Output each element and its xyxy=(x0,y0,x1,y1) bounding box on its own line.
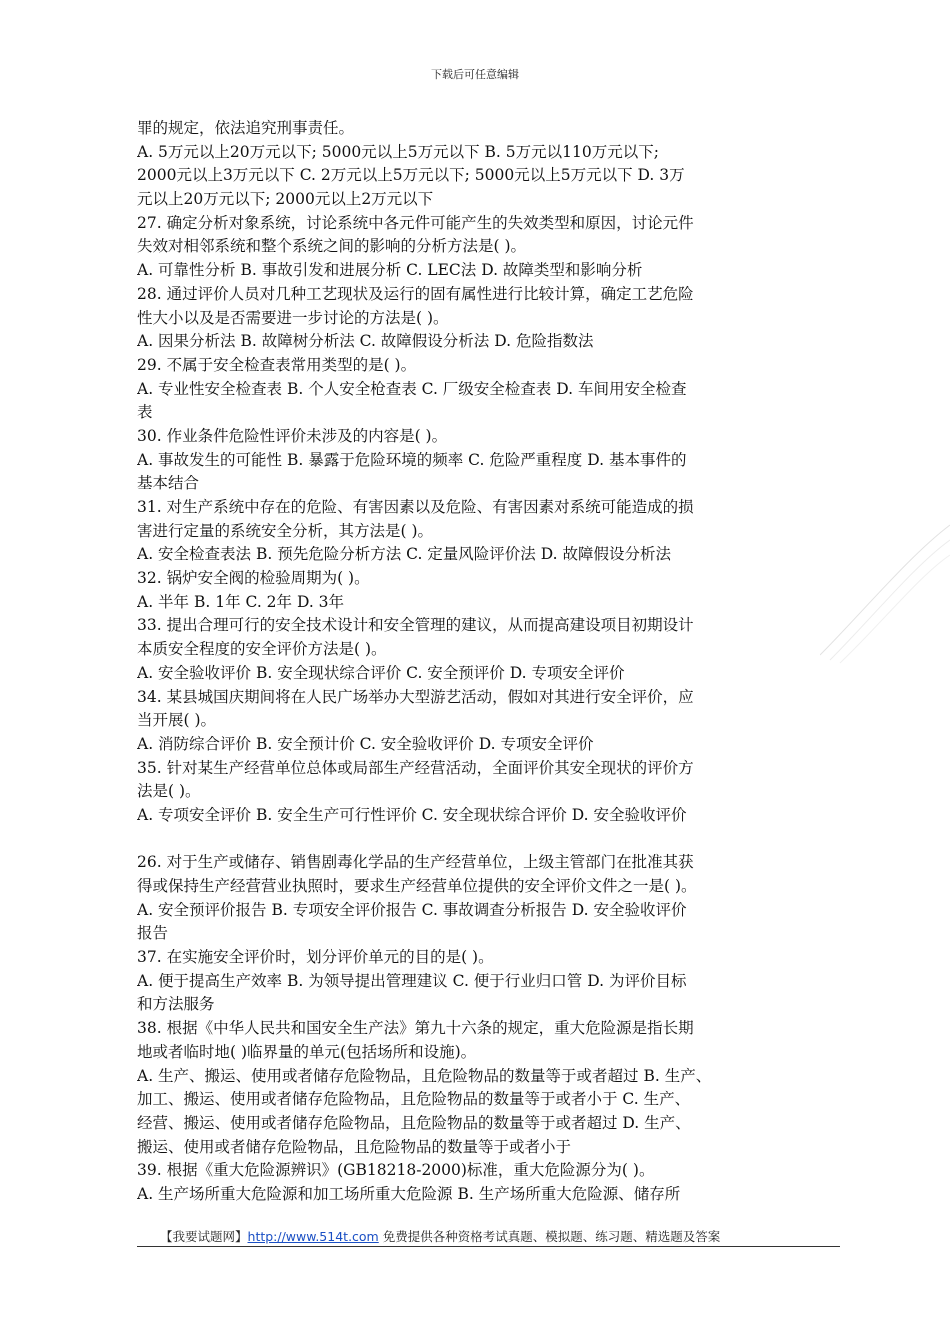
text-line: 元以上20万元以下; 2000元以上2万元以下 xyxy=(137,190,434,209)
text-line: 29. 不属于安全检查表常用类型的是( )。 xyxy=(137,355,417,374)
text-line: 性大小以及是否需要进一步讨论的方法是( )。 xyxy=(137,308,449,327)
text-line: 35. 针对某生产经营单位总体或局部生产经营活动，全面评价其安全现状的评价方 xyxy=(137,758,694,777)
text-line: 34. 某县城国庆期间将在人民广场举办大型游艺活动，假如对其进行安全评价，应 xyxy=(137,687,694,706)
footer-suffix: 免费提供各种资格考试真题、模拟题、练习题、精选题及答案 xyxy=(378,1229,721,1244)
text-line: A. 生产、搬运、使用或者储存危险物品，且危险物品的数量等于或者超过 B. 生产、 xyxy=(137,1066,712,1085)
text-line: 法是( )。 xyxy=(137,782,201,801)
text-line: A. 5万元以上20万元以下; 5000元以上5万元以下 B. 5万元以110万元以下; xyxy=(137,142,659,161)
text-line: 30. 作业条件危险性评价未涉及的内容是( )。 xyxy=(137,426,448,445)
text-line: 38. 根据《中华人民共和国安全生产法》第九十六条的规定，重大危险源是指长期 xyxy=(137,1019,694,1038)
text-line: 32. 锅炉安全阀的检验周期为( )。 xyxy=(137,569,370,588)
text-line: 26. 对于生产或储存、销售剧毒化学品的生产经营单位，上级主管部门在批准其获 xyxy=(137,853,694,872)
text-line: 和方法服务 xyxy=(137,995,215,1014)
text-line: 37. 在实施安全评价时，划分评价单元的目的是( )。 xyxy=(137,948,494,967)
text-line: A. 因果分析法 B. 故障树分析法 C. 故障假设分析法 D. 危险指数法 xyxy=(137,332,594,351)
text-line: 当开展( )。 xyxy=(137,711,217,730)
text-line: 31. 对生产系统中存在的危险、有害因素以及危险、有害因素对系统可能造成的损 xyxy=(137,498,694,516)
text-line: A. 安全验收评价 B. 安全现状综合评价 C. 安全预评价 D. 专项安全评价 xyxy=(137,663,625,682)
text-line: 罪的规定，依法追究刑事责任。 xyxy=(137,119,355,137)
text-line: 得或保持生产经营营业执照时，要求生产经营单位提供的安全评价文件之一是( )。 xyxy=(137,877,697,895)
text-line: 2000元以上3万元以下 C. 2万元以上5万元以下; 5000元以上5万元以下 D. 3万 xyxy=(137,166,685,185)
text-line: A. 半年 B. 1年 C. 2年 D. 3年 xyxy=(137,592,345,611)
page-header: 下载后可任意编辑 xyxy=(431,68,519,81)
footer-rule xyxy=(137,1246,840,1247)
text-line: 地或者临时地( )临界量的单元(包括场所和设施)。 xyxy=(137,1042,477,1061)
text-line: A. 安全检查表法 B. 预先危险分析方法 C. 定量风险评价法 D. 故障假设分析法 xyxy=(137,545,671,564)
text-line: A. 安全预评价报告 B. 专项安全评价报告 C. 事故调查分析报告 D. 安全验收评价 xyxy=(137,900,687,919)
text-line: A. 可靠性分析 B. 事故引发和进展分析 C. LEC法 D. 故障类型和影响分析 xyxy=(137,261,643,280)
blank-line xyxy=(137,828,842,852)
text-line: 基本结合 xyxy=(137,474,200,493)
text-line: 39. 根据《重大危险源辨识》(GB18218-2000)标准，重大危险源分为( )。 xyxy=(137,1161,655,1180)
decorative-swoosh xyxy=(820,515,950,665)
text-line: 经营、搬运、使用或者储存危险物品，且危险物品的数量等于或者超过 D. 生产、 xyxy=(137,1113,691,1132)
footer-prefix: 【我要试题网】 xyxy=(160,1229,248,1244)
text-line: 搬运、使用或者储存危险物品，且危险物品的数量等于或者小于 xyxy=(137,1137,572,1156)
footer-link[interactable]: http://www.514t.com xyxy=(247,1229,379,1244)
text-line: A. 事故发生的可能性 B. 暴露于危险环境的频率 C. 危险严重程度 D. 基本事件的 xyxy=(137,450,687,469)
text-line: 加工、搬运、使用或者储存危险物品，且危险物品的数量等于或者小于 C. 生产、 xyxy=(137,1090,691,1109)
text-line: 本质安全程度的安全评价方法是( )。 xyxy=(137,640,387,659)
page-footer xyxy=(160,1227,720,1245)
text-line: 害进行定量的系统安全分析，其方法是( )。 xyxy=(137,521,434,540)
text-line: 28. 通过评价人员对几种工艺现状及运行的固有属性进行比较计算，确定工艺危险 xyxy=(137,284,694,303)
text-line: A. 生产场所重大危险源和加工场所重大危险源 B. 生产场所重大危险源、储存所 xyxy=(137,1184,681,1203)
text-line: 报告 xyxy=(137,924,169,943)
text-line: A. 便于提高生产效率 B. 为领导提出管理建议 C. 便于行业归口管 D. 为评价目标 xyxy=(137,971,687,990)
text-line: 表 xyxy=(137,403,153,422)
text-line: A. 专业性安全检查表 B. 个人安全枪查表 C. 厂级安全检查表 D. 车间用安全检查 xyxy=(137,379,687,398)
document-body xyxy=(137,117,842,1207)
text-line: A. 消防综合评价 B. 安全预计价 C. 安全验收评价 D. 专项安全评价 xyxy=(137,734,594,753)
text-line: A. 专项安全评价 B. 安全生产可行性评价 C. 安全现状综合评价 D. 安全验收评价 xyxy=(137,805,687,824)
text-line: 失效对相邻系统和整个系统之间的影响的分析方法是( )。 xyxy=(137,237,527,256)
text-line: 33. 提出合理可行的安全技术设计和安全管理的建议，从而提高建设项目初期设计 xyxy=(137,616,694,635)
text-line: 27. 确定分析对象系统，讨论系统中各元件可能产生的失效类型和原因，讨论元件 xyxy=(137,213,694,232)
